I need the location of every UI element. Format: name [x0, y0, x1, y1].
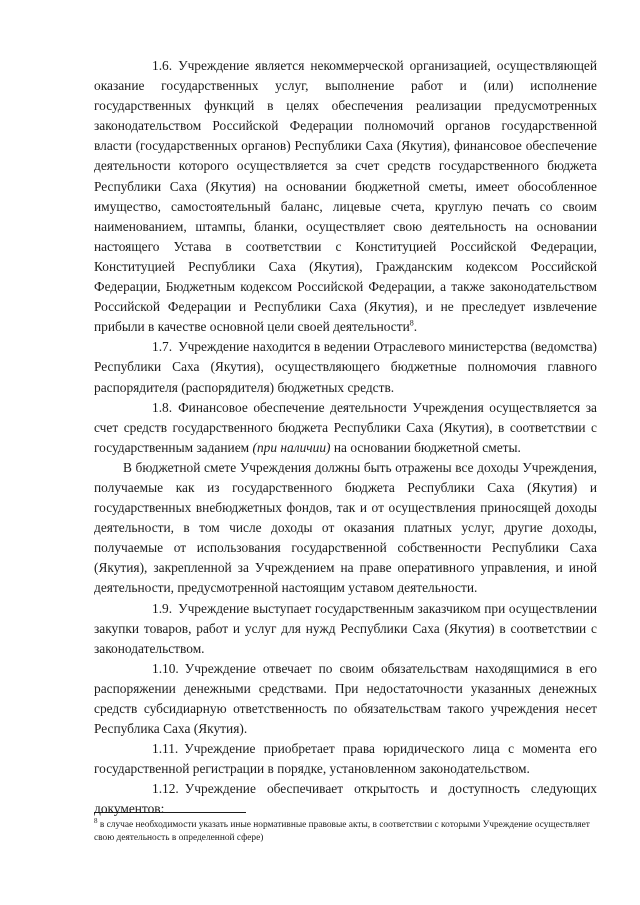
paragraph-text: В бюджетной смете Учреждения должны быть отражены все доходы Учреждения, получаемые как из государственного бюджета Республики Саха (Якутия) и государственных внебюджетных фондов, так и от осуществления приносящей доходы деятельности, в том числе доходы от оказания платных услуг, другие доходы, получаемые от использования государственной собственности Республики Саха (Якутия), закрепленной за Учреждением на праве оперативного управления, и иной деятельности, предусмотренной настоящим уставом деятельности. — [94, 459, 597, 596]
paragraph-text: Учреждение находится в ведении Отраслевого министерства (ведомства) Республики Саха (Якутия), осуществляющего бюджетные полномочия главного распорядителя (распорядителя) бюджетных средств. — [94, 339, 597, 395]
paragraph-text: Учреждение обеспечивает открытость и доступность следующих документов: — [94, 781, 597, 817]
paragraph-1-11 — [94, 739, 597, 779]
paragraph-1-10 — [94, 659, 597, 739]
item-number: 1.9. — [152, 600, 173, 616]
paragraph-1-6: 1.6. Учреждение является некоммерческой организацией, осуществляющей оказание государственных услуг, выполнение работ и (или) исполнение государственных функций в целях обеспечения реализации предусмотренных законодательством Российской Федерации полномочий органов государственной власти (государственных органов) Республики Саха (Якутия), финансовое обеспечение деятельности которого осуществляется за счет средств государственного бюджета Республики Саха (Якутия) на основании бюджетной сметы, имеет обособленное имущество, самостоятельный баланс, лицевые счета, круглую печать со своим наименованием, штампы, бланки, осуществляет свою деятельность на основании настоящего Устава в соответствии с Конституцией Российской Федерации, Конституцией Республики Саха (Якутия), Гражданским кодексом Российской Федерации, Бюджетным кодексом Российской Федерации, а также законодательством Российской Федерации и Республики Саха (Якутия), и не преследует извлечение прибыли в качестве основной цели своей деятельности$^8$. — [94, 58, 597, 335]
footnote-marker: 8 — [94, 816, 98, 825]
item-number: 1.8. — [152, 399, 173, 415]
paragraph-1-7 — [94, 337, 597, 397]
paragraph-text-continued: на основании бюджетной сметы. — [333, 439, 521, 455]
paragraph-text: Финансовое обеспечение деятельности Учреждения осуществляется за счет средств государственного бюджета Республики Саха (Якутия), в соответствии с государственным заданием — [94, 399, 597, 455]
document-body — [94, 56, 597, 820]
footnote-separator — [94, 812, 246, 813]
paragraph-text: Учреждение выступает государственным заказчиком при осуществлении закупки товаров, работ и услуг для нужд Республики Саха (Якутия) в соответствии с законодательством. — [94, 600, 597, 656]
item-number: 1.6. — [152, 58, 173, 73]
paragraph-text: Учреждение отвечает по своим обязательствам находящимися в его распоряжении денежными средствами. При недостаточности указанных денежных средств субсидиарную ответственность по обязательствам такого учреждения несет Республика Саха (Якутия). — [94, 660, 597, 737]
paragraph-budget-estimate — [94, 458, 597, 599]
paragraph-1-9 — [94, 599, 597, 659]
paragraph-1-12 — [94, 779, 597, 819]
item-number: 1.7. — [152, 339, 173, 355]
footnote-reference[interactable]: 8 — [409, 318, 414, 328]
paragraph-text: Учреждение приобретает права юридического лица с момента его государственной регистрации в порядке, установленном законодательством. — [94, 741, 597, 777]
footnote — [94, 816, 597, 845]
italic-note: (при наличии) — [252, 439, 331, 455]
paragraph-text: Учреждение является некоммерческой организацией, осуществляющей оказание государственных услуг, выполнение работ и (или) исполнение государственных функций в целях обеспечения реализации предусмотренных законодательством Российской Федерации полномочий органов государственной власти (государственных органов) Республики Саха (Якутия), финансовое обеспечение деятельности которого осуществляется за счет средств государственного бюджета Республики Саха (Якутия) на основании бюджетной сметы, имеет обособленное имущество, самостоятельный баланс, лицевые счета, круглую печать со своим наименованием, штампы, бланки, осуществляет свою деятельность на основании настоящего Устава в соответствии с Конституцией Российской Федерации, Конституцией Республики Саха (Якутия), Гражданским кодексом Российской Федерации, Бюджетным кодексом Российской Федерации, а также законодательством Российской Федерации и Республики Саха (Якутия), и не преследует извлечение прибыли в качестве основной цели своей деятельности — [94, 58, 597, 335]
paragraph-1-8 — [94, 398, 597, 458]
item-number: 1.11. — [152, 741, 179, 757]
footnote-text: в случае необходимости указать иные нормативные правовые акты, в соответствии с которыми Учреждение осуществляет свою деятельность в определенной сфере) — [94, 820, 590, 843]
item-number: 1.12. — [152, 781, 179, 797]
item-number: 1.10. — [152, 660, 179, 676]
